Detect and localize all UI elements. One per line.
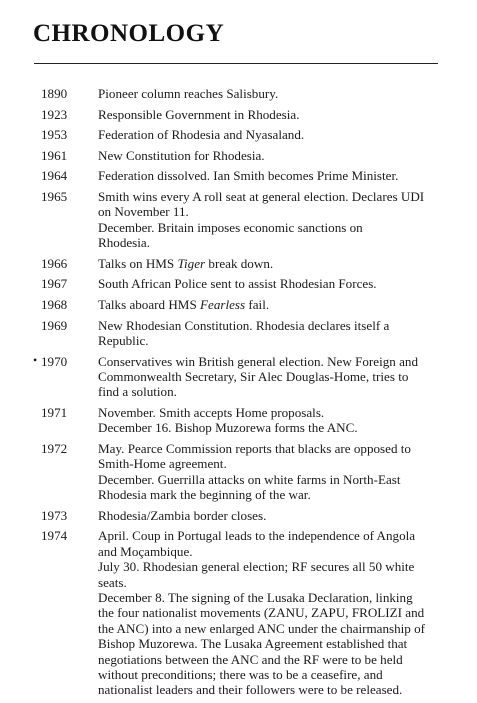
entry-line: without preconditions; there was to be a ceasefire, and <box>98 667 383 683</box>
entry-year: 1968 <box>41 296 68 312</box>
entry-line: South African Police sent to assist Rhodesian Forces. <box>98 276 377 292</box>
entry-line: find a solution. <box>98 384 177 400</box>
chronology-entry <box>0 441 477 503</box>
entry-line: November. Smith accepts Home proposals. <box>98 404 325 420</box>
entry-year: 1966 <box>41 255 68 271</box>
entry-description <box>98 318 446 349</box>
entry-description <box>98 168 446 183</box>
entry-line: December 8. The signing of the Lusaka Declaration, linking <box>98 590 413 605</box>
entry-description <box>98 297 446 312</box>
entry-year: 1967 <box>41 276 68 292</box>
entry-description <box>98 107 446 122</box>
entry-line: on November 11. <box>98 204 189 220</box>
chronology-entry <box>0 107 477 122</box>
entry-year: 1964 <box>41 168 68 184</box>
chronology-entry <box>0 189 477 251</box>
entry-line: Rhodesia. <box>98 235 151 251</box>
entry-line: New Rhodesian Constitution. Rhodesia declares itself a <box>98 317 390 333</box>
entry-description <box>98 405 446 436</box>
entry-line <box>98 256 446 271</box>
chronology-entry <box>0 168 477 183</box>
chronology-entry <box>0 276 477 291</box>
entry-year: 1973 <box>41 507 68 523</box>
chronology-entry <box>0 148 477 163</box>
entry-description <box>98 148 446 163</box>
chronology-entry <box>0 508 477 523</box>
entry-line: Rhodesia mark the beginning of the war. <box>98 487 311 503</box>
entry-line: New Constitution for Rhodesia. <box>98 147 265 163</box>
entry-year: 1970 <box>41 353 68 369</box>
entry-line: Federation of Rhodesia and Nyasaland. <box>98 127 305 143</box>
entry-line: negotiations between the ANC and the RF were to be held <box>98 651 403 667</box>
entry-line: Rhodesia/Zambia border closes. <box>98 507 267 523</box>
entry-line: and Moçambique. <box>98 543 193 559</box>
entry-description <box>98 189 446 251</box>
entry-line: Federation dissolved. Ian Smith becomes Prime Minister. <box>98 168 399 184</box>
entry-description <box>98 354 446 400</box>
margin-mark: • <box>33 352 38 367</box>
entry-description <box>98 276 446 291</box>
entry-year: 1974 <box>41 528 68 544</box>
ship-name: Tiger <box>177 255 206 271</box>
entry-text: fail. <box>245 296 270 312</box>
entry-year: 1972 <box>41 440 68 456</box>
entry-description <box>98 508 446 523</box>
entry-description <box>98 256 446 271</box>
entry-text: Talks on HMS <box>98 255 178 271</box>
chronology-entry <box>0 528 477 697</box>
entry-line: Pioneer column reaches Salisbury. <box>98 86 279 101</box>
entry-description <box>98 528 446 697</box>
entry-line: seats. <box>98 574 127 590</box>
entry-line: May. Pearce Commission reports that blacks are opposed to <box>98 440 411 456</box>
entry-year: 1971 <box>41 404 68 420</box>
entry-line: the four nationalist movements (ZANU, ZAPU, FROLIZI and <box>98 605 425 621</box>
entry-line: July 30. Rhodesian general election; RF secures all 50 white <box>98 559 415 575</box>
entry-description <box>98 441 446 503</box>
entry-year: 1961 <box>41 147 68 163</box>
entry-line: Smith wins every A roll seat at general election. Declares UDI <box>98 188 425 204</box>
entry-line: the ANC) into a new enlarged ANC under the chairmanship of <box>98 620 426 636</box>
entry-line: Bishop Muzorewa. The Lusaka Agreement established that <box>98 636 408 652</box>
entry-year: 1969 <box>41 317 68 333</box>
chronology-entry <box>0 256 477 271</box>
entry-text: Talks aboard HMS <box>98 296 201 312</box>
chronology-entry <box>0 318 477 349</box>
entry-line: April. Coup in Portugal leads to the independence of Angola <box>98 528 416 544</box>
chronology-list <box>0 86 477 703</box>
page-title: CHRONOLOGY <box>33 20 225 47</box>
entry-line: Commonwealth Secretary, Sir Alec Douglas-Home, tries to <box>98 368 409 384</box>
entry-description <box>98 127 446 142</box>
chronology-entry <box>0 127 477 142</box>
chronology-entry <box>0 297 477 312</box>
entry-line: December. Guerrilla attacks on white farms in North-East <box>98 471 401 487</box>
chronology-entry <box>0 354 477 400</box>
entry-line: Republic. <box>98 332 149 348</box>
entry-line: nationalist leaders and their followers were to be released. <box>98 682 403 698</box>
chronology-entry <box>0 86 477 101</box>
entry-year: 1965 <box>41 188 68 204</box>
title-rule <box>34 63 438 64</box>
entry-line: Smith-Home agreement. <box>98 456 227 472</box>
entry-line: Responsible Government in Rhodesia. <box>98 106 300 122</box>
entry-line: December 16. Bishop Muzorewa forms the ANC. <box>98 420 358 436</box>
entry-description <box>98 86 446 101</box>
ship-name: Fearless <box>200 296 246 312</box>
entry-year: 1890 <box>41 86 68 101</box>
entry-year: 1923 <box>41 106 68 122</box>
entry-line: December. Britain imposes economic sanctions on <box>98 219 363 235</box>
entry-text: break down. <box>205 255 274 271</box>
entry-year: 1953 <box>41 127 68 143</box>
entry-line <box>98 297 446 312</box>
entry-line: Conservatives win British general election. New Foreign and <box>98 353 418 369</box>
chronology-entry <box>0 405 477 436</box>
